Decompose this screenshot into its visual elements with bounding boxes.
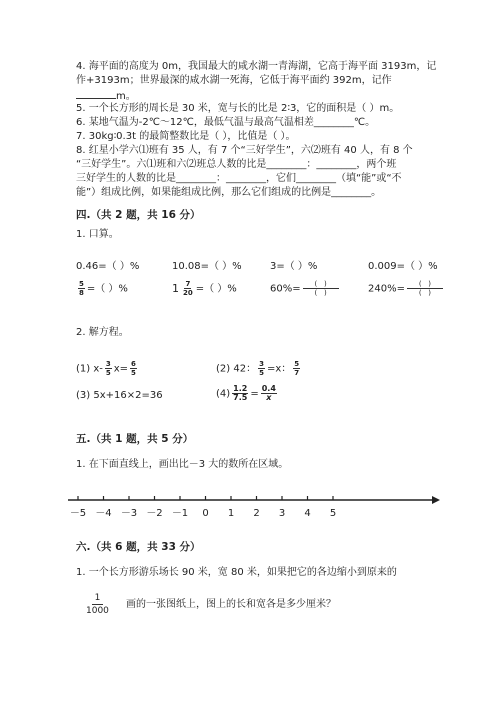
section-4-heading: 四.（共 2 题，共 16 分） [76,209,201,221]
section-6-question-1-line2: 画的一张图纸上，图上的长和宽各是多少厘米？ [126,599,336,610]
question-6: 6. 某地气温为-2℃～12℃，最低气温与最高气温相差________℃。 [76,117,376,128]
tick-label: 1 [227,508,235,519]
number-line[interactable] [60,488,440,528]
tick-label: 4 [304,508,311,519]
question-8-line4: 能”）组成比例，如果能组成比例，那么它们组成的比例是________。 [76,187,382,198]
equation-2: (2) 42： $\frac{3}{5}$ =x： $\frac{5}{7}$ [216,360,300,377]
question-4-line2: 作+3193m；世界最深的咸水湖一死海，它低于海平面约 392m，记作 [76,75,392,86]
oral-calc-h: 240%= $\frac{( )}{( )}$ [368,280,445,297]
section-4-question-2-title: 2. 解方程。 [76,327,129,338]
oral-calc-a: 0.46=（ ）% [76,261,140,272]
question-5: 5. 一个长方形的周长是 30 米，宽与长的比是 2∶3，它的面积是（ ）m。 [76,103,400,114]
section-6-question-1-line1: 1. 一个长方形游乐场长 90 米，宽 80 米，如果把它的各边缩小到原来的 [76,567,397,578]
question-8-line3: 三好学生的人数的比是________：________，它们________（填“能”或“不 [76,173,402,184]
oral-calc-g: 60%= $\frac{( )}{( )}$ [270,280,341,297]
section-5-question-1: 1. 在下面直线上，画出比－3 大的数所在区域。 [76,459,289,470]
tick-label: －5 [69,508,87,519]
oral-calc-e: $\frac{5}{8}$ =（ ）% [79,280,128,297]
section-5-heading: 五.（共 1 题，共 5 分） [76,433,194,445]
answer-fraction-blank: $\frac{( )}{( )}$ [303,280,339,297]
mixed-number: 1 $\frac{7}{20}$ [172,280,193,297]
arrow-right-icon [432,496,440,504]
tick-label: －3 [120,508,138,519]
oral-calc-d: 0.009=（ ）% [368,261,438,272]
oral-calc-c: 3=（ ）% [270,261,318,272]
question-8-line2: “三好学生”。六⑴班和六⑵班总人数的比是________：________，两个班 [76,159,397,170]
scale-fraction: $\frac{1}{1000}$ [86,593,109,616]
tick-label: 2 [253,508,260,519]
tick-label: －1 [171,508,189,519]
section-6-heading: 六.（共 6 题，共 33 分） [76,541,201,553]
oral-calc-b: 10.08=（ ）% [172,261,242,272]
fraction: $\frac{5}{8}$ [79,280,84,297]
tick-label: －4 [95,508,112,519]
equation-1: (1) x- $\frac{3}{5}$ x= $\frac{6}{5}$ [76,360,136,377]
unit-text: m。 [116,91,136,102]
answer-blank [76,88,116,99]
tick-label: －2 [146,508,163,519]
oral-calc-f: 1 $\frac{7}{20}$ =（ ）% [172,280,237,297]
tick-label: 5 [329,508,337,519]
equation-3: (3) 5x+16×2=36 [76,390,163,401]
tick-label: 0 [202,508,209,519]
equation-4: (4) $\frac{1.2}{7.5}$ = $\frac{0.4}{x}$ [216,384,276,402]
answer-fraction-blank: $\frac{( )}{( )}$ [407,280,443,297]
question-4-line1: 4. 海平面的高度为 0m，我国最大的咸水湖一青海湖，它高于海平面 3193m，记 [76,61,437,72]
question-8-line1: 8. 红星小学六⑴班有 35 人，有 7 个“三好学生”，六⑵班有 40 人，有 8 个 [76,145,413,156]
question-7: 7. 30kg∶0.3t 的最简整数比是（ ），比值是（ ）。 [76,131,296,142]
section-4-question-1-title: 1. 口算。 [76,229,119,240]
tick-label: 3 [278,508,286,519]
